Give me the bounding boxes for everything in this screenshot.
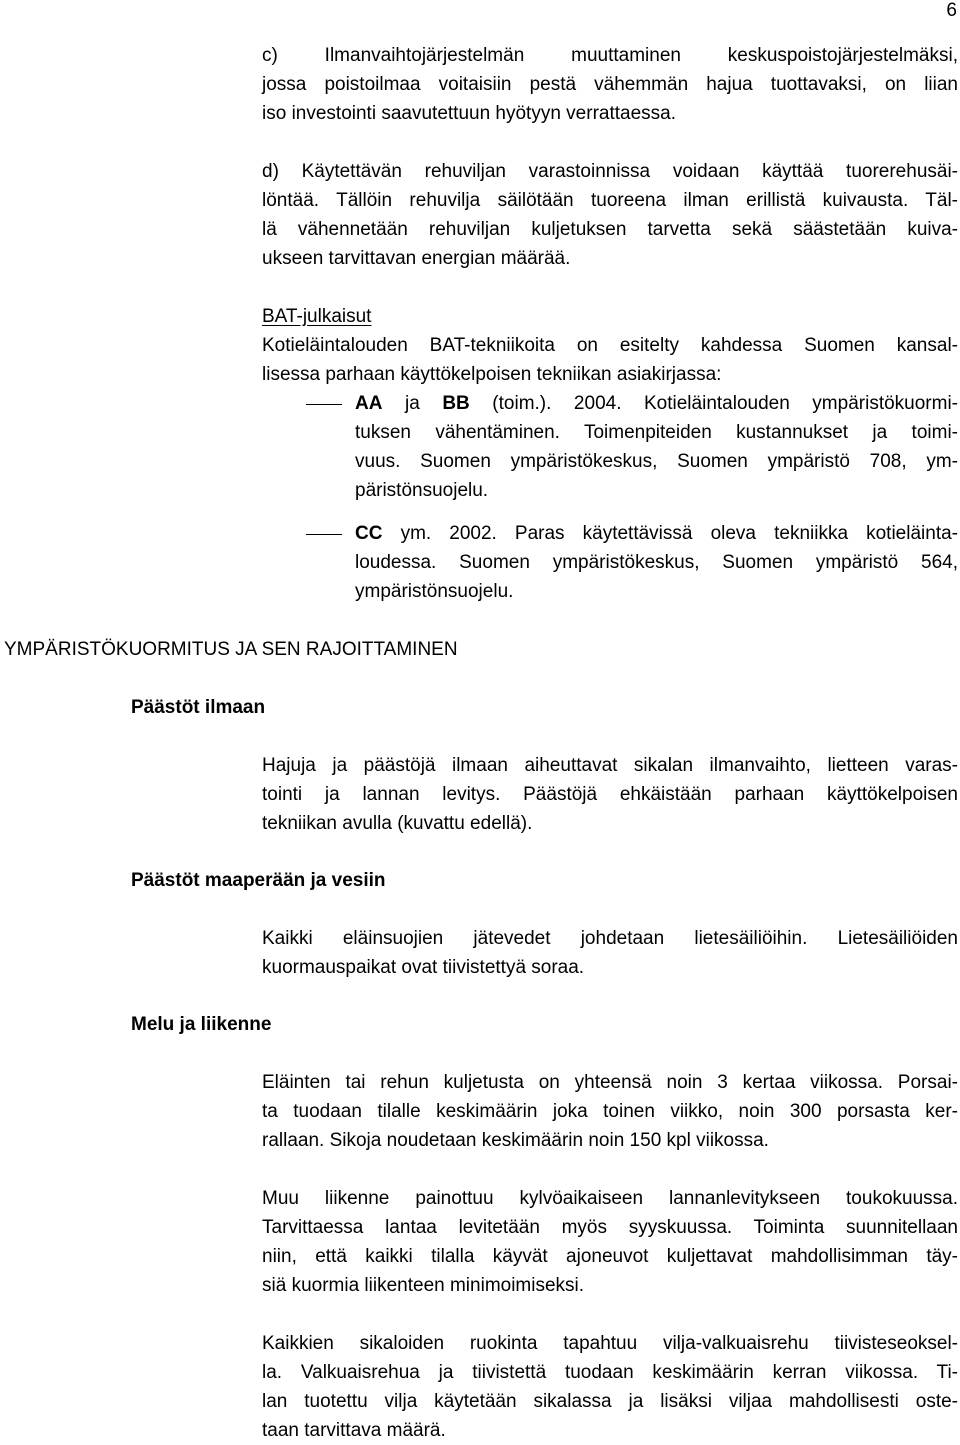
air-heading: Päästöt ilmaan: [131, 697, 266, 718]
bat-heading: BAT-julkaisut: [262, 306, 372, 327]
reference-text: (toim.). 2004. Kotieläintalouden ympäristökuormi-: [492, 393, 959, 414]
text-line: jossa poistoilmaa voitaisiin pestä vähemmän hajua tuottavaksi, on liian: [262, 74, 958, 95]
page-number: 6: [946, 0, 957, 21]
reference-1: [355, 389, 958, 505]
text-line: c) Ilmanvaihtojärjestelmän muuttaminen keskuspoistojärjestelmäksi,: [262, 45, 958, 66]
text-line: loudessa. Suomen ympäristökeskus, Suomen ympäristö 564,: [355, 552, 958, 573]
reference-2: [355, 519, 958, 606]
text-line: Tarvittaessa lantaa levitetään myös syyskuussa. Toiminta suunnitellaan: [262, 1217, 958, 1238]
text-line: ta tuodaan tilalle keskimäärin joka toinen viikko, noin 300 porsasta ker-: [262, 1101, 958, 1122]
text-line: taan tarvittava määrä.: [262, 1420, 446, 1441]
text-line: Kaikkien sikaloiden ruokinta tapahtuu vilja-valkuaisrehu tiivisteseoksel-: [262, 1333, 958, 1354]
text-line: lan tuotettu vilja käytetään sikalassa ja lisäksi viljaa mahdollisesti oste-: [262, 1391, 958, 1412]
noise-paragraph-1: [262, 1068, 958, 1155]
text-line: la. Valkuaisrehua ja tiivistettä tuodaan keskimäärin kerran viikossa. Ti-: [262, 1362, 958, 1383]
text-line: ukseen tarvittavan energian määrää.: [262, 248, 571, 269]
and-word: ja: [404, 393, 420, 414]
soil-paragraph: [262, 924, 958, 982]
section-title: YMPÄRISTÖKUORMITUS JA SEN RAJOITTAMINEN: [4, 639, 458, 660]
author-b: BB: [442, 393, 470, 414]
text-line: d) Käytettävän rehuviljan varastoinnissa voidaan käyttää tuorerehusäi-: [262, 161, 958, 182]
text-line: lisessa parhaan käyttökelpoisen tekniikan asiakirjassa:: [262, 364, 722, 385]
bullet-dash: [306, 534, 342, 535]
reference-text: ym. 2002. Paras käytettävissä oleva tekniikka kotieläinta-: [400, 523, 959, 544]
text-line: iso investointi saavutettuun hyötyyn verrattaessa.: [262, 103, 677, 124]
text-line: niin, että kaikki tilalla käyvät ajoneuvot kuljettavat mahdollisimman täy-: [262, 1246, 958, 1267]
text-line: Kotieläintalouden BAT-tekniikoita on esitelty kahdessa Suomen kansal-: [262, 335, 958, 356]
author-a: AA: [355, 393, 383, 414]
bullet-dash: [306, 404, 342, 405]
text-line: ympäristönsuojelu.: [355, 581, 514, 602]
text-line: rallaan. Sikoja noudetaan keskimäärin noin 150 kpl viikossa.: [262, 1130, 769, 1151]
text-line: [355, 389, 958, 418]
paragraph-d: [262, 157, 958, 273]
text-line: löntää. Tällöin rehuvilja säilötään tuoreena ilman erillistä kuivausta. Täl-: [262, 190, 958, 211]
noise-paragraph-2: [262, 1184, 958, 1300]
text-line: päristönsuojelu.: [355, 480, 489, 501]
text-line: Kaikki eläinsuojien jätevedet johdetaan lietesäiliöihin. Lietesäiliöiden: [262, 928, 958, 949]
text-line: [355, 519, 958, 548]
text-line: kuormauspaikat ovat tiivistettyä soraa.: [262, 957, 585, 978]
text-line: tekniikan avulla (kuvattu edellä).: [262, 813, 533, 834]
text-line: Muu liikenne painottuu kylvöaikaiseen lannanlevitykseen toukokuussa.: [262, 1188, 958, 1209]
air-paragraph: [262, 751, 958, 838]
bat-intro: [262, 331, 958, 389]
noise-heading: Melu ja liikenne: [131, 1014, 272, 1035]
paragraph-c: [262, 41, 958, 128]
soil-heading: Päästöt maaperään ja vesiin: [131, 870, 386, 891]
author-c: CC: [355, 523, 383, 544]
text-line: tuksen vähentäminen. Toimenpiteiden kustannukset ja toimi-: [355, 422, 958, 443]
text-line: Eläinten tai rehun kuljetusta on yhteensä noin 3 kertaa viikossa. Porsai-: [262, 1072, 958, 1093]
text-line: siä kuormia liikenteen minimoimiseksi.: [262, 1275, 585, 1296]
text-line: lä vähennetään rehuviljan kuljetuksen tarvetta sekä säästetään kuiva-: [262, 219, 958, 240]
text-line: Hajuja ja päästöjä ilmaan aiheuttavat sikalan ilmanvaihto, lietteen varas-: [262, 755, 958, 776]
text-line: vuus. Suomen ympäristökeskus, Suomen ympäristö 708, ym-: [355, 451, 958, 472]
text-line: tointi ja lannan levitys. Päästöjä ehkäistään parhaan käyttökelpoisen: [262, 784, 958, 805]
noise-paragraph-3: [262, 1329, 958, 1445]
